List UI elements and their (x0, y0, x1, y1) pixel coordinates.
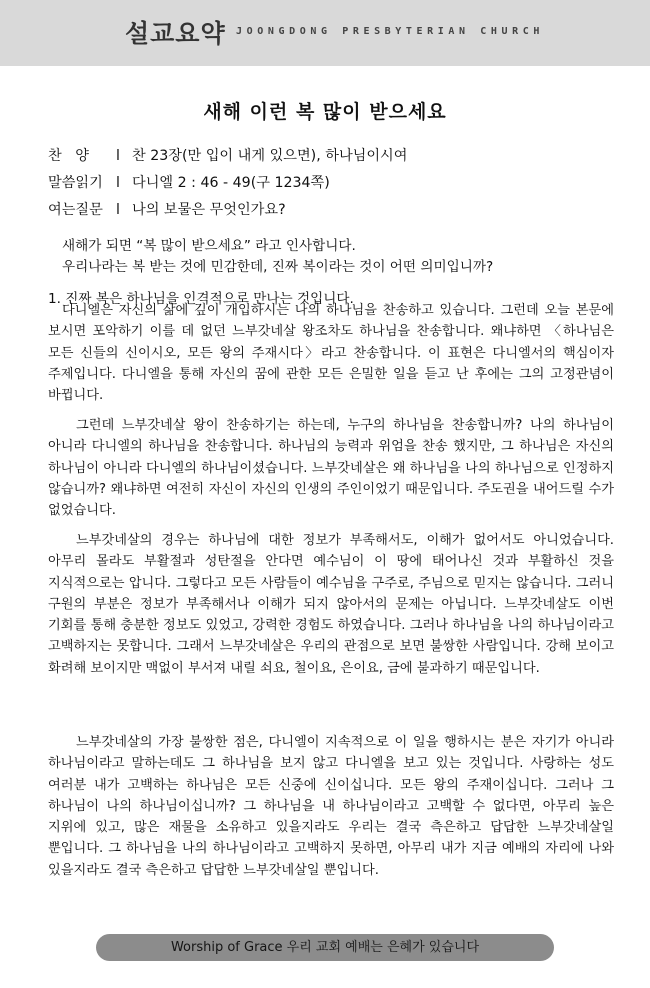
question-label: 여는질문 (48, 202, 103, 218)
sermon-title: 새해 이런 복 많이 받으세요 (203, 101, 447, 123)
hymn-label: 찬 양 (48, 148, 89, 164)
info-separator: l (116, 148, 120, 164)
info-separator: l (116, 175, 120, 191)
header-band (0, 0, 650, 66)
header-title: 설교요약 (125, 19, 226, 48)
question-value: 나의 보물은 무엇인가요? (132, 202, 286, 218)
church-name: JOONGDONG PRESBYTERIAN CHURCH (236, 26, 544, 37)
info-hymn (48, 145, 407, 165)
info-separator: l (116, 202, 120, 218)
intro-line-1: 새해가 되면 “복 많이 받으세요” 라고 인사합니다. (62, 238, 356, 254)
info-question (48, 199, 286, 219)
section-heading: 1. 진짜 복은 하나님을 인격적으로 만나는 것입니다. (48, 291, 354, 307)
body-paragraph-4: 느부갓네살의 가장 불쌍한 점은, 다니엘이 지속적으로 이 일을 행하시는 분은 자기가 아니라 하나님이라고 말하는데도 그 하나님을 보지 않고 다니엘을 보고 있는 것입니다. 사랑하는 성도 여러분 내가 고백하는 하나님은 모든 신중에 신이십니다. 모든 왕의 주재이십니다. 그러나 그 하나님이 나의 하나님이십니까? 그 하나님을 내 하나님이라고 고백할 수 없다면, 아무리 높은 지위에 있고, 많은 재물을 소유하고 있을지라도 우리는 결국 측은하고 답답한 느부갓네살일 뿐입니다. 그 하나님을 나의 하나님이라고 고백하지 못하면, 아무리 내가 지금 예배의 자리에 나와 있을지라도 결국 측은하고 답답한 느부갓네살일 뿐입니다. (48, 735, 614, 878)
scripture-label: 말씀읽기 (48, 175, 103, 191)
intro-line-2: 우리나라는 복 받는 것에 민감한데, 진짜 복이라는 것이 어떤 의미입니까? (62, 259, 494, 275)
body-paragraph-2: 그런데 느부갓네살 왕이 찬송하기는 하는데, 누구의 하나님을 찬송합니까? 나의 하나님이 아니라 다니엘의 하나님을 찬송합니다. 하나님의 능력과 위엄을 찬송 했지만, 그 하나님은 자신의 하나님이 아니라 다니엘의 하나님이셨습니다. 느부갓네살은 왜 하나님을 나의 하나님으로 인정하지 않습니까? 왜냐하면 여전히 자신이 자신의 인생의 주인이었기 때문입니다. 주도권을 내어드릴 수가 없었습니다. (48, 418, 614, 519)
info-scripture (48, 172, 330, 192)
body-paragraph-3: 느부갓네살의 경우는 하나님에 대한 정보가 부족해서도, 이해가 없어서도 아니었습니다. 아무리 몰라도 부활절과 성탄절을 안다면 예수님이 이 땅에 태어나신 것과 부활하신 것을 지식적으로는 압니다. 그렇다고 모든 사람들이 예수님을 구주로, 주님으로 믿지는 않습니다. 그러니 구원의 부분은 정보가 부족해서나 이해가 되지 않아서의 문제는 아닙니다. 느부갓네살도 이번 기회를 통해 충분한 정보도 있었고, 강력한 경험도 하였습니다. 그러나 하나님을 나의 하나님이라고 고백하지는 못합니다. 그래서 느부갓네살은 우리의 관점으로 보면 불쌍한 사람입니다. 강해 보이고 화려해 보이지만 맥없이 부서져 내릴 쇠요, 철이요, 은이요, 금에 불과하기 때문입니다. (48, 533, 614, 676)
body-paragraph-1: 다니엘은 자신의 삶에 깊이 개입하시는 나의 하나님을 찬송하고 있습니다. 그런데 오늘 본문에 보시면 포악하기 이를 데 없던 느부갓네살 왕조차도 하나님을 찬송합니다. 왜냐하면 〈하나님은 모든 신들의 신이시오, 모든 왕의 주재시다〉라고 찬송합니다. 이 표현은 다니엘서의 핵심이자 주제입니다. 다니엘을 통해 자신의 꿈에 관한 모든 은밀한 일을 듣고 난 후에는 그의 고정관념이 바뀝니다. (48, 303, 614, 404)
footer-banner: Worship of Grace 우리 교회 예배는 은혜가 있습니다 (96, 934, 554, 961)
scripture-value: 다니엘 2 : 46 - 49(구 1234쪽) (132, 175, 330, 191)
hymn-value: 찬 23장(만 입이 내게 있으면), 하나님이시여 (132, 148, 408, 164)
